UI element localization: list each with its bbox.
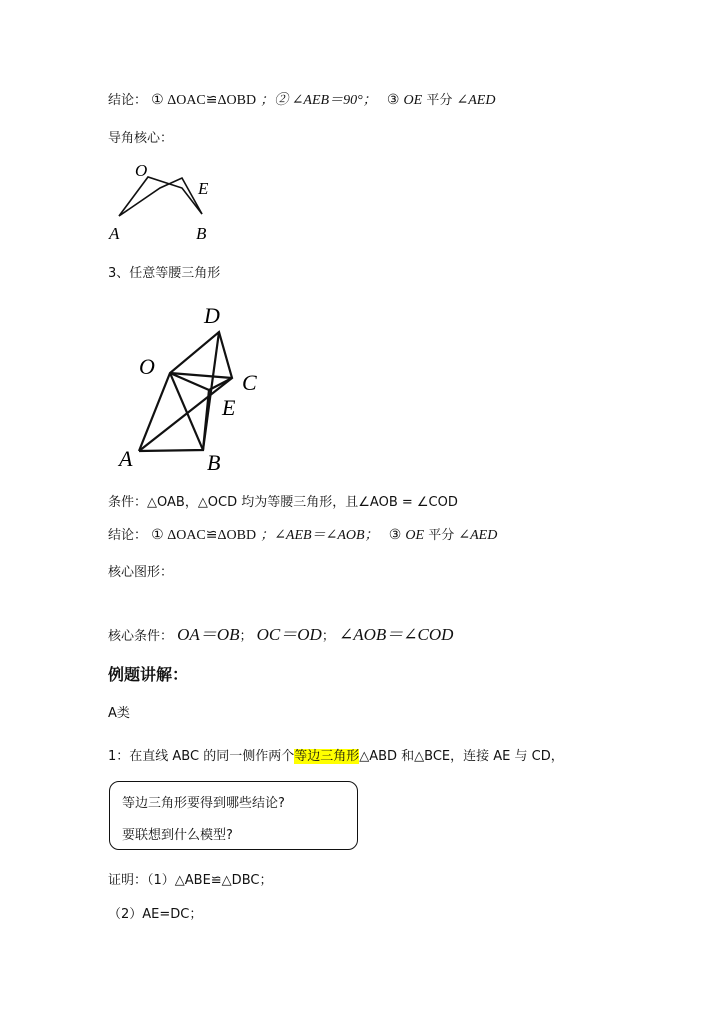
conclusion-item-3-num: ③ bbox=[386, 93, 400, 108]
fig2-label-a: A bbox=[119, 446, 133, 471]
fig1-label-e: E bbox=[198, 179, 209, 198]
conclusion-line-2 bbox=[108, 524, 497, 544]
condition-line: 条件：△OAB，△OCD 均为等腰三角形，且∠AOB = ∠COD bbox=[108, 495, 458, 510]
hint-callout-box bbox=[109, 781, 358, 850]
fig2-label-e: E bbox=[222, 395, 236, 420]
core-angle-label: 导角核心： bbox=[108, 131, 174, 146]
question-1-suffix: △ABD 和△BCE，连接 AE 与 CD， bbox=[359, 749, 564, 764]
core-condition-label: 核心条件： bbox=[108, 629, 174, 644]
conclusion-item-2: ；② ∠AEB＝90°； bbox=[260, 93, 377, 108]
core-condition-line bbox=[108, 620, 453, 645]
fig2-label-c: C bbox=[242, 370, 257, 395]
core-condition-3: ∠AOB＝∠COD bbox=[338, 625, 454, 644]
question-1-prefix: 1：在直线 ABC 的同一侧作两个 bbox=[108, 749, 295, 764]
fig2-outline bbox=[139, 332, 232, 451]
proof-line-2: （2）AE=DC； bbox=[108, 907, 203, 922]
question-1-highlight: 等边三角形 bbox=[294, 749, 360, 764]
figure-2-lines bbox=[139, 332, 232, 451]
fig2-label-d: D bbox=[204, 303, 220, 328]
figure-1-lines bbox=[119, 177, 202, 216]
callout-line-1: 等边三角形要得到哪些结论? bbox=[122, 796, 285, 811]
fig1-label-a: A bbox=[109, 224, 120, 243]
core-condition-1: OA＝OB bbox=[177, 625, 240, 644]
category-label: A类 bbox=[108, 706, 130, 721]
core-figure-label: 核心图形： bbox=[108, 565, 174, 580]
core-condition-2: OC＝OD bbox=[256, 625, 322, 644]
proof-line-1: 证明：（1）△ABE≌△DBC； bbox=[108, 873, 273, 888]
conclusion-item-3-mid: 平分 bbox=[428, 528, 455, 543]
fig2-label-o: O bbox=[139, 354, 155, 379]
conclusion-item-1: ① ΔOAC≌ΔOBD bbox=[151, 93, 257, 108]
callout-line-2: 要联想到什么模型? bbox=[122, 828, 233, 843]
conclusion-item-2: ；∠AEB＝∠AOB； bbox=[260, 528, 379, 543]
conclusion-item-3-a: OE bbox=[405, 528, 425, 543]
conclusion-item-3-mid: 平分 bbox=[426, 93, 453, 108]
conclusion-line-1 bbox=[108, 89, 495, 109]
conclusion-item-3-num: ③ bbox=[388, 528, 402, 543]
figure-angle-core bbox=[100, 156, 230, 246]
question-1 bbox=[108, 747, 564, 767]
conclusion-label: 结论： bbox=[108, 528, 148, 543]
conclusion-label: 结论： bbox=[108, 93, 148, 108]
conclusion-item-3-b: ∠AED bbox=[456, 93, 496, 108]
figure-isosceles bbox=[108, 298, 278, 478]
examples-heading: 例题讲解： bbox=[108, 665, 189, 684]
core-condition-sep-2: ； bbox=[321, 629, 335, 644]
conclusion-item-1: ① ΔOAC≌ΔOBD bbox=[151, 528, 257, 543]
fig1-segment-aob bbox=[119, 177, 202, 216]
fig1-label-b: B bbox=[196, 224, 207, 243]
fig1-label-o: O bbox=[135, 161, 148, 180]
section-heading-isosceles: 3、任意等腰三角形 bbox=[108, 266, 221, 281]
core-condition-sep-1: ； bbox=[239, 629, 253, 644]
conclusion-item-3-a: OE bbox=[403, 93, 423, 108]
conclusion-item-3-b: ∠AED bbox=[458, 528, 498, 543]
fig2-label-b: B bbox=[207, 450, 221, 475]
